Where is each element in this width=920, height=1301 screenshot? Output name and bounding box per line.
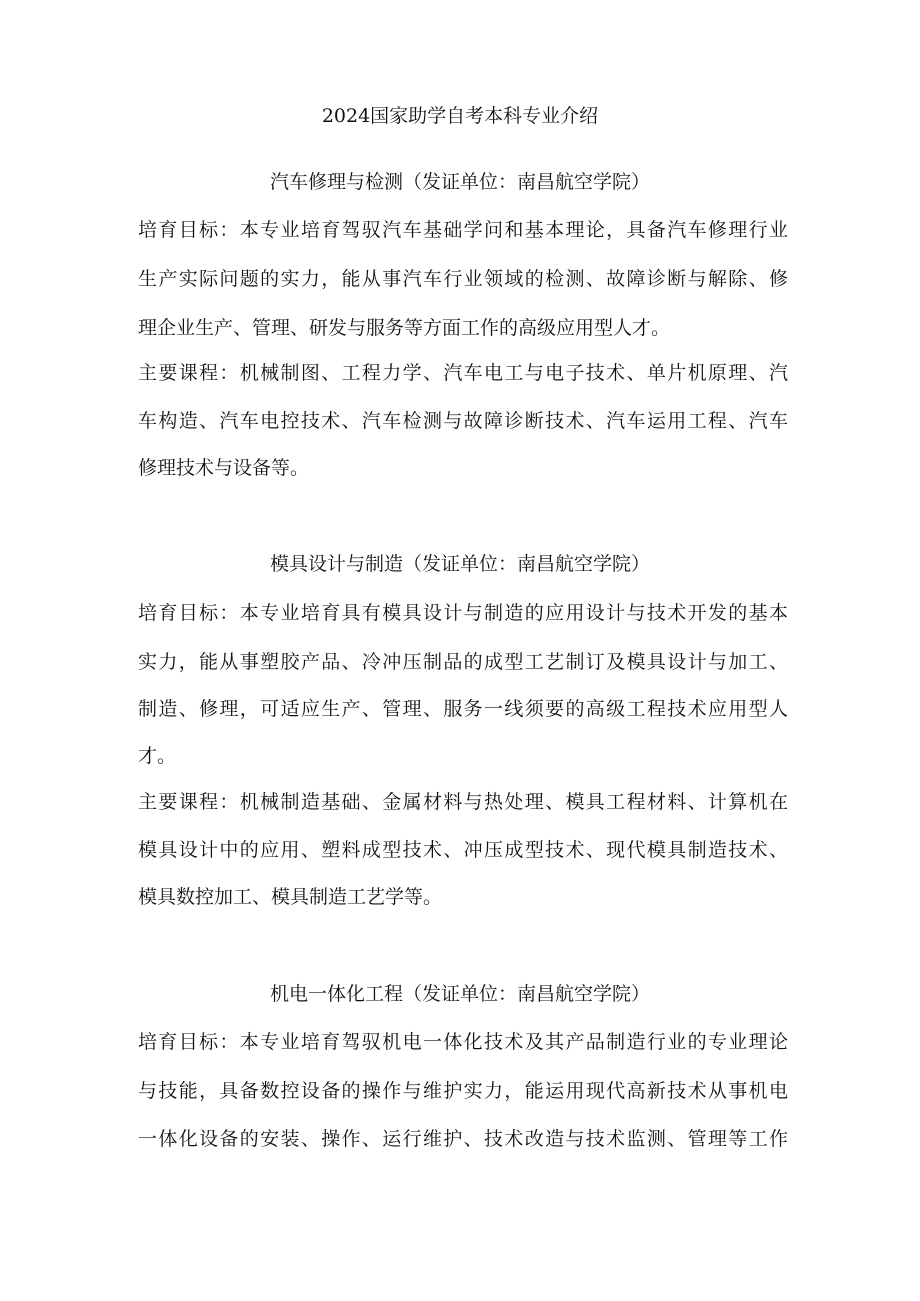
training-goal-line: 实力，能从事塑胶产品、冷冲压制品的成型工艺制订及模具设计与加工、	[138, 651, 788, 673]
section-heading: 模具设计与制造（发证单位：南昌航空学院）	[269, 553, 650, 575]
main-courses-line: 主要课程：机械制图、工程力学、汽车电工与电子技术、单片机原理、汽	[138, 362, 788, 384]
main-courses-line: 车构造、汽车电控技术、汽车检测与故障诊断技术、汽车运用工程、汽车	[138, 410, 788, 432]
training-goal-line: 制造、修理，可适应生产、管理、服务一线须要的高级工程技术应用型人	[138, 698, 788, 720]
main-courses-line: 模具设计中的应用、塑料成型技术、冲压成型技术、现代模具制造技术、	[138, 839, 788, 861]
main-courses-line: 模具数控加工、模具制造工艺学等。	[138, 886, 443, 908]
training-goal-line: 培育目标：本专业培育驾驭机电一体化技术及其产品制造行业的专业理论	[138, 1031, 788, 1053]
training-goal-line: 生产实际问题的实力，能从事汽车行业领域的检测、故障诊断与解除、修	[138, 268, 788, 290]
training-goal-line: 培育目标：本专业培育驾驭汽车基础学问和基本理论，具备汽车修理行业	[138, 219, 788, 241]
main-courses-line: 修理技术与设备等。	[138, 457, 310, 479]
main-courses-line: 主要课程：机械制造基础、金属材料与热处理、模具工程材料、计算机在	[138, 791, 788, 813]
training-goal-line: 理企业生产、管理、研发与服务等方面工作的高级应用型人才。	[138, 317, 671, 339]
training-goal-line: 才。	[138, 745, 177, 767]
training-goal-line: 一体化设备的安装、操作、运行维护、技术改造与技术监测、管理等工作	[138, 1128, 788, 1150]
training-goal-line: 与技能，具备数控设备的操作与维护实力，能运用现代高新技术从事机电	[138, 1080, 788, 1102]
section-heading: 机电一体化工程（发证单位：南昌航空学院）	[269, 983, 650, 1005]
section-heading: 汽车修理与检测（发证单位：南昌航空学院）	[269, 171, 650, 193]
training-goal-line: 培育目标：本专业培育具有模具设计与制造的应用设计与技术开发的基本	[138, 602, 788, 624]
document-title: 2024国家助学自考本科专业介绍	[321, 105, 599, 127]
